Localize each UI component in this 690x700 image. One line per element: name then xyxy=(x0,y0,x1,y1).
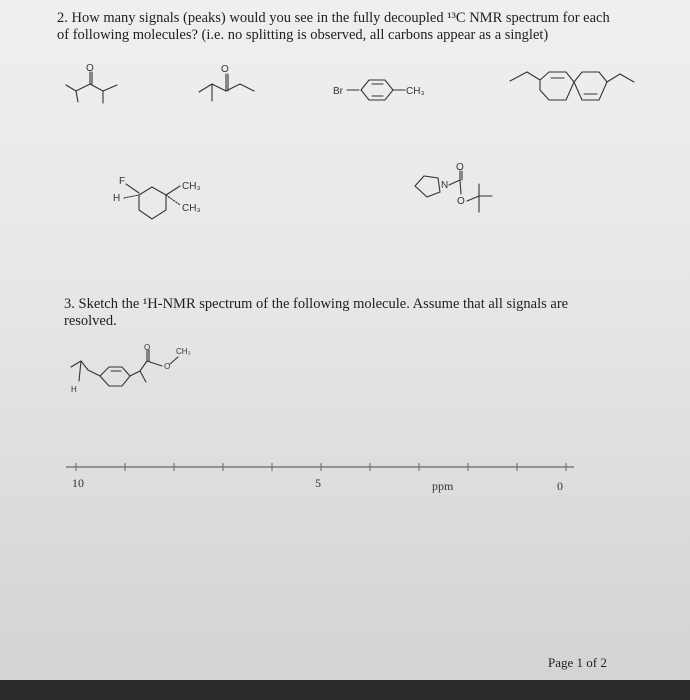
axis-unit-label: ppm xyxy=(432,479,454,493)
q3-oxygen-top-label: O xyxy=(144,343,151,352)
molecule-naphthalene xyxy=(510,72,634,100)
page-number: Page 1 of 2 xyxy=(548,655,607,670)
question-2-text-line-2: of following molecules? (i.e. no splitting is observed, all carbons appear as a singlet) xyxy=(57,27,549,43)
molecule-bromotoluene xyxy=(333,80,425,100)
molecule-q3-ester xyxy=(71,343,191,394)
carbonyl-oxygen-label: O xyxy=(456,162,464,173)
nitrogen-label: N xyxy=(441,180,449,191)
molecule-ketone-1 xyxy=(66,63,117,103)
ester-oxygen-label: O xyxy=(457,196,465,207)
q3-oxygen-ester-label: O xyxy=(164,362,171,371)
nmr-axis xyxy=(66,463,574,493)
q3-hydrogen-label: H xyxy=(71,385,77,394)
bottom-bar xyxy=(0,680,690,700)
molecule-boc-pyrrolidine xyxy=(415,162,492,212)
molecule-1-oxygen-label: O xyxy=(86,63,94,74)
fluoro-label: F xyxy=(119,176,126,187)
ch3-bottom-label: CH₃ xyxy=(182,203,201,214)
ch3-top-label: CH₃ xyxy=(182,181,201,192)
axis-label-0: 0 xyxy=(557,479,563,493)
axis-label-10: 10 xyxy=(72,476,84,490)
molecule-fluoro-dimethylcyclohexane xyxy=(113,176,201,219)
methyl-label: CH₃ xyxy=(406,86,425,97)
hydrogen-label: H xyxy=(113,193,121,204)
question-3-text-line-1: 3. Sketch the ¹H-NMR spectrum of the following molecule. Assume that all signals are xyxy=(64,296,569,312)
axis-label-5: 5 xyxy=(315,476,321,490)
molecule-2-oxygen-label: O xyxy=(221,64,229,75)
bromo-label: Br xyxy=(333,86,343,97)
question-2-text-line-1: 2. How many signals (peaks) would you see in the fully decoupled ¹³C NMR spectrum for each xyxy=(57,10,610,26)
question-3-text-line-2: resolved. xyxy=(64,313,117,329)
q3-ch3-label: CH₃ xyxy=(176,347,191,356)
molecule-ketone-2 xyxy=(199,64,254,101)
